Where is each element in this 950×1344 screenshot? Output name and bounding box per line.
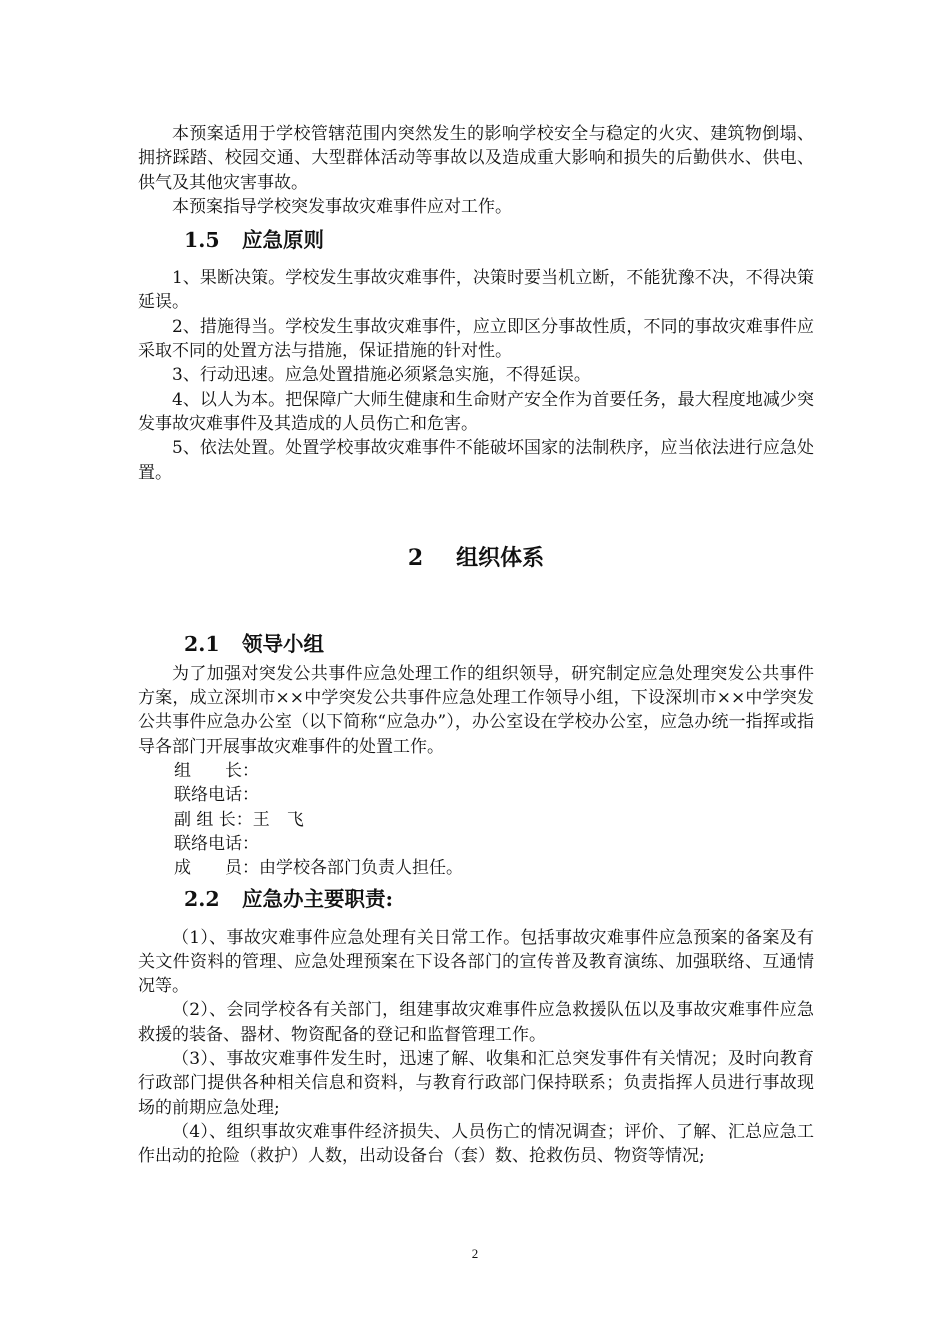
duty-item: （4）、组织事故灾难事件经济损失、人员伤亡的情况调查；评价、了解、汇总应急工作出动的抢险（救护）人数，出动设备台（套）数、抢救伤员、物资等情况; xyxy=(138,1121,814,1167)
chapter-number: 2 xyxy=(407,544,424,571)
section-title: 应急原则 xyxy=(242,228,324,253)
deputy-leader-field: 副 组 长：王 飞 xyxy=(174,809,304,830)
principle-item: 1、果断决策。学校发生事故灾难事件，决策时要当机立断，不能犹豫不决，不得决策延误。 xyxy=(138,268,814,313)
chapter-heading-2 xyxy=(138,542,814,574)
leader-field: 组 长： xyxy=(174,761,259,782)
section-title: 领导小组 xyxy=(242,631,324,656)
page-content xyxy=(138,122,814,1169)
section-number: 2.2 xyxy=(184,886,220,911)
principle-item: 3、行动迅速。应急处置措施必须紧急实施，不得延误。 xyxy=(172,365,591,386)
leadership-paragraph: 为了加强对突发公共事件应急处理工作的组织领导，研究制定应急处理突发公共事件方案，成立深圳市××中学突发公共事件应急处理工作领导小组，下设深圳市××中学突发公共事件应急办公室（以下简称“应急办”），办公室设在学校办公室，应急办统一指挥或指导各部门开展事故灾难事件的处置工作。 xyxy=(138,663,814,757)
section-heading-2-1 xyxy=(138,629,814,659)
section-number: 1.5 xyxy=(184,228,220,253)
page-number: 2 xyxy=(471,1246,479,1261)
section-title: 应急办主要职责: xyxy=(242,886,394,911)
section-heading-2-2 xyxy=(138,884,814,914)
duty-item: （2）、会同学校各有关部门，组建事故灾难事件应急救援队伍以及事故灾难事件应急救援的装备、器材、物资配备的登记和监督管理工作。 xyxy=(138,1000,814,1045)
chapter-title: 组织体系 xyxy=(456,544,545,571)
intro-paragraph-guidance: 本预案指导学校突发事故灾难事件应对工作。 xyxy=(172,196,512,217)
deputy-phone-field: 联络电话： xyxy=(174,833,259,854)
principle-item: 4、以人为本。把保障广大师生健康和生命财产安全作为首要任务，最大程度地减少突发事故灾难事件及其造成的人员伤亡和危害。 xyxy=(138,389,814,434)
leader-phone-field: 联络电话： xyxy=(174,785,259,806)
duty-item: （3）、事故灾难事件发生时，迅速了解、收集和汇总突发事件有关情况；及时向教育行政部门提供各种相关信息和资料，与教育行政部门保持联系；负责指挥人员进行事故现场的前期应急处理; xyxy=(138,1049,814,1118)
intro-paragraph-scope: 本预案适用于学校管辖范围内突然发生的影响学校安全与稳定的火灾、建筑物倒塌、拥挤踩踏、校园交通、大型群体活动等事故以及造成重大影响和损失的后勤供水、供电、供气及其他灾害事故。 xyxy=(138,124,814,193)
duty-item: （1）、事故灾难事件应急处理有关日常工作。包括事故灾难事件应急预案的备案及有关文件资料的管理、应急处理预案在下设各部门的宣传普及教育演练、加强联络、互通情况等。 xyxy=(138,927,814,997)
principle-item: 2、措施得当。学校发生事故灾难事件，应立即区分事故性质，不同的事故灾难事件应采取不同的处置方法与措施，保证措施的针对性。 xyxy=(138,316,814,362)
section-number: 2.1 xyxy=(184,631,220,656)
section-heading-1-5 xyxy=(138,225,814,255)
principle-item: 5、依法处置。处置学校事故灾难事件不能破坏国家的法制秩序，应当依法进行应急处置。 xyxy=(138,438,814,483)
members-field: 成 员：由学校各部门负责人担任。 xyxy=(174,858,463,879)
